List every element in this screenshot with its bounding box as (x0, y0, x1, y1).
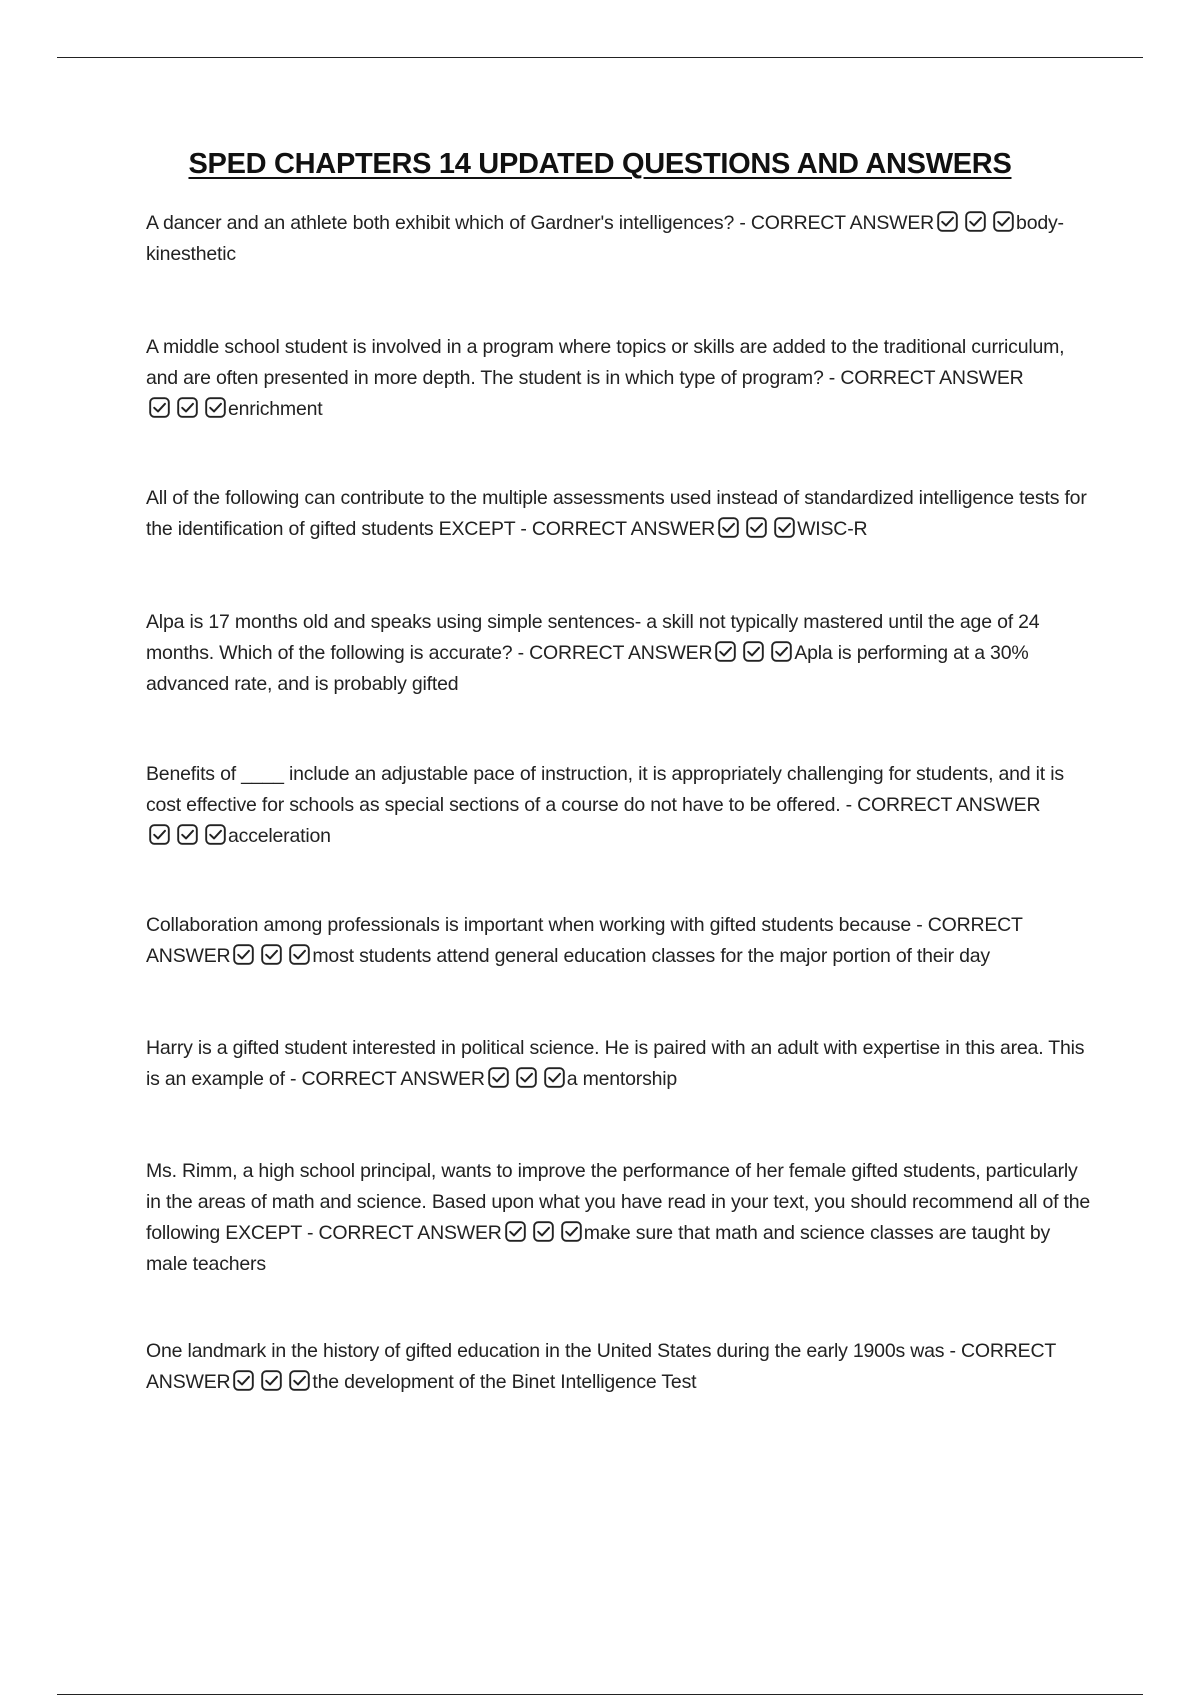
qa-item (146, 607, 1096, 700)
question-text: Harry is a gifted student interested in political science. He is paired with an adult with expertise in this area. This is an example of - CORRECT ANSWER (146, 1037, 1085, 1090)
question-text: Ms. Rimm, a high school principal, wants to improve the performance of her female gifted students, particularly in the areas of math and science. Based upon what you have read in your text, you should recommend all of the following EXCEPT - CORRECT ANSWER (146, 1160, 1091, 1244)
check-group (233, 1370, 310, 1391)
check-group (233, 944, 310, 965)
header-rule (57, 57, 1143, 58)
question-text: Collaboration among professionals is important when working with gifted students because - CORRECT ANSWER (146, 914, 1023, 967)
checked-box-icon (233, 1370, 254, 1391)
answer-text: WISC-R (797, 518, 868, 540)
question-text: Alpa is 17 months old and speaks using simple sentences- a skill not typically mastered until the age of 24 months. Which of the following is accurate? - CORRECT ANSWER (146, 611, 1040, 664)
qa-item (146, 1156, 1096, 1280)
checked-box-icon (261, 1370, 282, 1391)
checked-box-icon (715, 641, 736, 662)
checked-box-icon (965, 211, 986, 232)
check-group (488, 1067, 565, 1088)
qa-item (146, 1033, 1096, 1095)
answer-text: a mentorship (566, 1068, 678, 1090)
checked-box-icon (718, 517, 739, 538)
answer-text: body-kinesthetic (146, 212, 1064, 265)
answer-text: enrichment (228, 398, 323, 420)
checked-box-icon (289, 944, 310, 965)
checked-box-icon (743, 641, 764, 662)
checked-box-icon (149, 824, 170, 845)
question-text: A dancer and an athlete both exhibit which of Gardner's intelligences? - CORRECT ANSWER (146, 212, 935, 234)
checked-box-icon (205, 397, 226, 418)
checked-box-icon (261, 944, 282, 965)
document-title: SPED CHAPTERS 14 UPDATED QUESTIONS AND ANSWERS (188, 148, 1012, 180)
question-text: A middle school student is involved in a program where topics or skills are added to the traditional curriculum, and are often presented in more depth. The student is in which type of program? - CORRECT ANSWER (146, 336, 1065, 389)
check-group (715, 641, 792, 662)
checked-box-icon (561, 1221, 582, 1242)
answer-text: the development of the Binet Intelligence Test (312, 1371, 697, 1393)
checked-box-icon (516, 1067, 537, 1088)
checked-box-icon (488, 1067, 509, 1088)
checked-box-icon (937, 211, 958, 232)
check-group (718, 517, 795, 538)
answer-text: Apla is performing at a 30% advanced rate, and is probably gifted (146, 642, 1029, 695)
checked-box-icon (205, 824, 226, 845)
checked-box-icon (233, 944, 254, 965)
question-text: Benefits of ____ include an adjustable pace of instruction, it is appropriately challenging for students, and it is cost effective for schools as special sections of a course do not have to be offered. - CORRECT ANSWER (146, 763, 1064, 816)
answer-text: make sure that math and science classes are taught by male teachers (146, 1222, 1051, 1275)
answer-text: acceleration (228, 825, 331, 847)
check-group (149, 824, 226, 845)
checked-box-icon (993, 211, 1014, 232)
checked-box-icon (505, 1221, 526, 1242)
qa-item (146, 208, 1096, 270)
qa-item (146, 759, 1096, 852)
question-text: All of the following can contribute to the multiple assessments used instead of standardized intelligence tests for the identification of gifted students EXCEPT - CORRECT ANSWER (146, 487, 1087, 540)
checked-box-icon (149, 397, 170, 418)
footer-rule (57, 1694, 1143, 1695)
question-text: One landmark in the history of gifted education in the United States during the early 1900s was - CORRECT ANSWER (146, 1340, 1056, 1393)
check-group (149, 397, 226, 418)
check-group (937, 211, 1014, 232)
qa-item (146, 910, 1096, 972)
qa-item (146, 483, 1096, 545)
checked-box-icon (774, 517, 795, 538)
checked-box-icon (289, 1370, 310, 1391)
checked-box-icon (177, 824, 198, 845)
qa-item (146, 332, 1096, 425)
check-group (505, 1221, 582, 1242)
answer-text: most students attend general education classes for the major portion of their day (312, 945, 990, 967)
checked-box-icon (533, 1221, 554, 1242)
checked-box-icon (746, 517, 767, 538)
checked-box-icon (771, 641, 792, 662)
qa-item (146, 1336, 1096, 1398)
checked-box-icon (544, 1067, 565, 1088)
checked-box-icon (177, 397, 198, 418)
